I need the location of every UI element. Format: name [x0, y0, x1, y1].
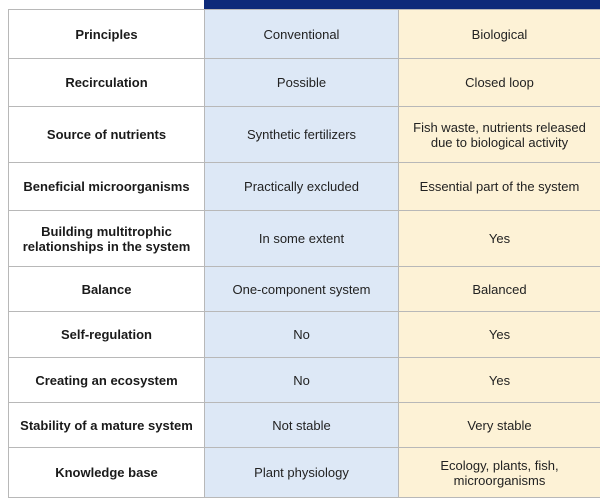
conventional-cell: Synthetic fertilizers — [205, 107, 399, 163]
biological-cell: Biological — [399, 10, 600, 59]
table-row — [9, 448, 600, 498]
row-label: Source of nutrients — [9, 107, 205, 163]
row-label: Balance — [9, 267, 205, 312]
biological-cell: Very stable — [399, 403, 600, 448]
conventional-cell: No — [205, 358, 399, 403]
biological-cell: Yes — [399, 312, 600, 358]
row-label: Principles — [9, 10, 205, 59]
conventional-cell: No — [205, 312, 399, 358]
table-row — [9, 10, 600, 59]
row-label: Knowledge base — [9, 448, 205, 498]
row-label: Creating an ecosystem — [9, 358, 205, 403]
biological-cell: Yes — [399, 358, 600, 403]
comparison-table — [8, 9, 600, 498]
table-row — [9, 59, 600, 107]
conventional-cell: Practically excluded — [205, 163, 399, 211]
conventional-cell: Possible — [205, 59, 399, 107]
conventional-cell: Plant physiology — [205, 448, 399, 498]
row-label: Beneficial microorganisms — [9, 163, 205, 211]
row-label: Self-regulation — [9, 312, 205, 358]
conventional-cell: In some extent — [205, 211, 399, 267]
biological-cell: Balanced — [399, 267, 600, 312]
biological-cell: Ecology, plants, fish, microorganisms — [399, 448, 600, 498]
table-row — [9, 267, 600, 312]
row-label: Stability of a mature system — [9, 403, 205, 448]
conventional-cell: Conventional — [205, 10, 399, 59]
biological-cell: Closed loop — [399, 59, 600, 107]
conventional-cell: Not stable — [205, 403, 399, 448]
biological-cell: Essential part of the system — [399, 163, 600, 211]
row-label: Recirculation — [9, 59, 205, 107]
table-row — [9, 358, 600, 403]
table-row — [9, 403, 600, 448]
table-row — [9, 163, 600, 211]
biological-cell: Yes — [399, 211, 600, 267]
table-row — [9, 211, 600, 267]
conventional-cell: One-component system — [205, 267, 399, 312]
table-row — [9, 312, 600, 358]
row-label: Building multitrophic relationships in the system — [9, 211, 205, 267]
table-row — [9, 107, 600, 163]
table-header-band — [204, 0, 600, 9]
biological-cell: Fish waste, nutrients released due to biological activity — [399, 107, 600, 163]
